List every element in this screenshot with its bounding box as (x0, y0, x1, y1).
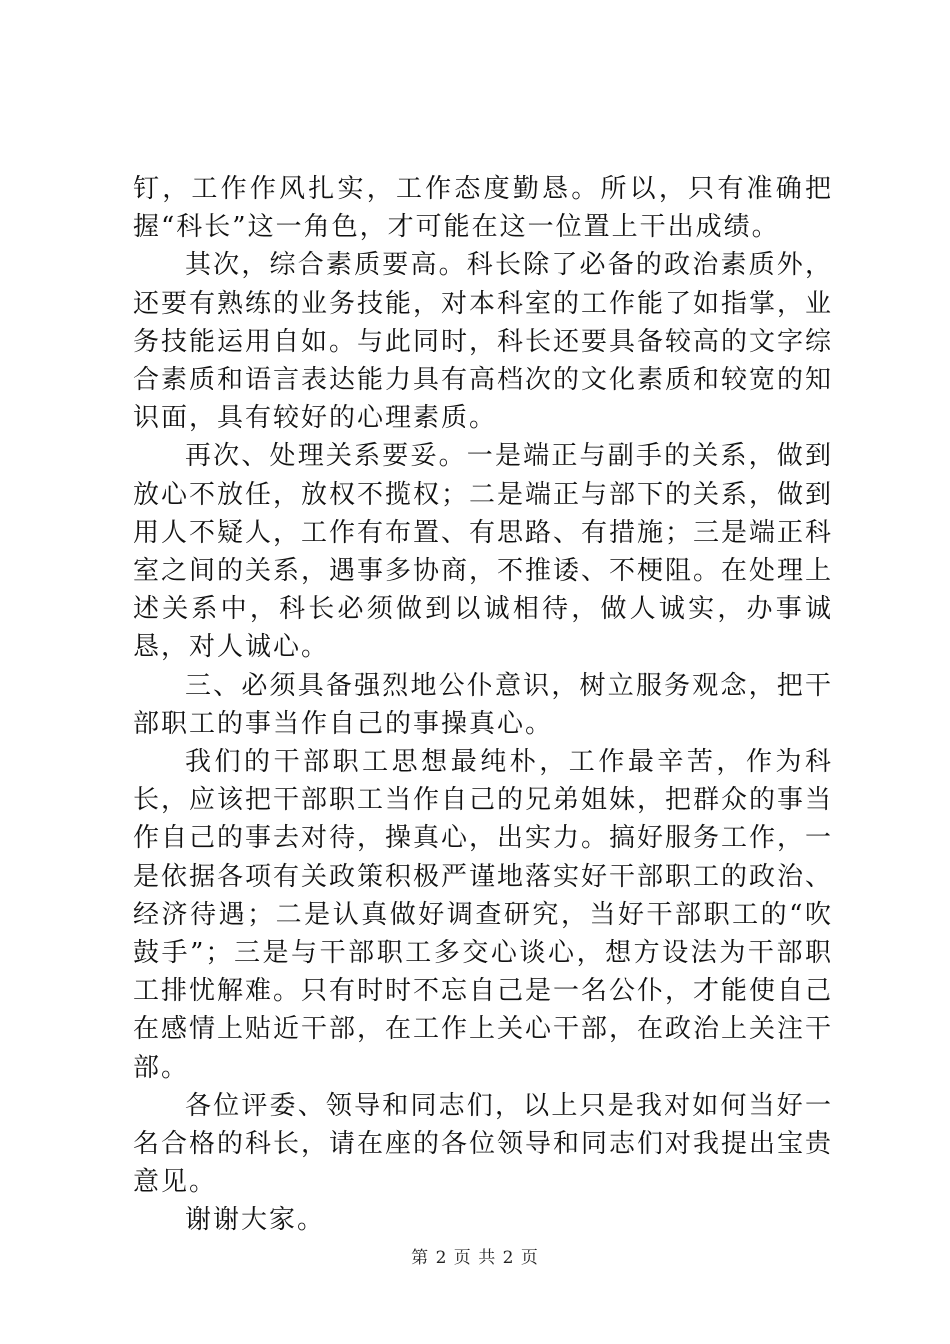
paragraph-1: 钉，工作作风扎实，工作态度勤恳。所以，只有准确把握“科长”这一角色，才可能在这一位置上干出成绩。 (133, 174, 833, 243)
paragraph-5: 我们的干部职工思想最纯朴，工作最辛苦，作为科长，应该把干部职工当作自己的兄弟姐妹，把群众的事当作自己的事去对待，操真心，出实力。搞好服务工作，一是依据各项有关政策积极严谨地落实好干部职工的政治、经济待遇；二是认真做好调查研究，当好干部职工的“吹鼓手”；三是与干部职工多交心谈心，想方设法为干部职工排忧解难。只有时时不忘自己是一名公仆，才能使自己在感情上贴近干部，在工作上关心干部，在政治上关注干部。 (133, 747, 834, 1083)
paragraph-3: 再次、处理关系要妥。一是端正与副手的关系，做到放心不放任，放权不揽权；二是端正与部下的关系，做到用人不疑人，工作有布置、有思路、有措施；三是端正科室之间的关系，遇事多协商，不推诿、不梗阻。在处理上述关系中，科长必须做到以诚相待，做人诚实，办事诚恳，对人诚心。 (133, 441, 834, 663)
paragraph-4: 三、必须具备强烈地公仆意识，树立服务观念，把干部职工的事当作自己的事操真心。 (133, 670, 833, 739)
paragraph-6: 各位评委、领导和同志们，以上只是我对如何当好一名合格的科长，请在座的各位领导和同志们对我提出宝贵意见。 (133, 1090, 834, 1198)
paragraph-2: 其次，综合素质要高。科长除了必备的政治素质外，还要有熟练的业务技能，对本科室的工作能了如指掌，业务技能运用自如。与此同时，科长还要具备较高的文字综合素质和语言表达能力具有高档次的文化素质和较宽的知识面，具有较好的心理素质。 (133, 250, 834, 434)
document-body (133, 170, 833, 1240)
page-number-footer: 第 2 页 共 2 页 (411, 1248, 539, 1268)
paragraph-7: 谢谢大家。 (185, 1205, 326, 1236)
